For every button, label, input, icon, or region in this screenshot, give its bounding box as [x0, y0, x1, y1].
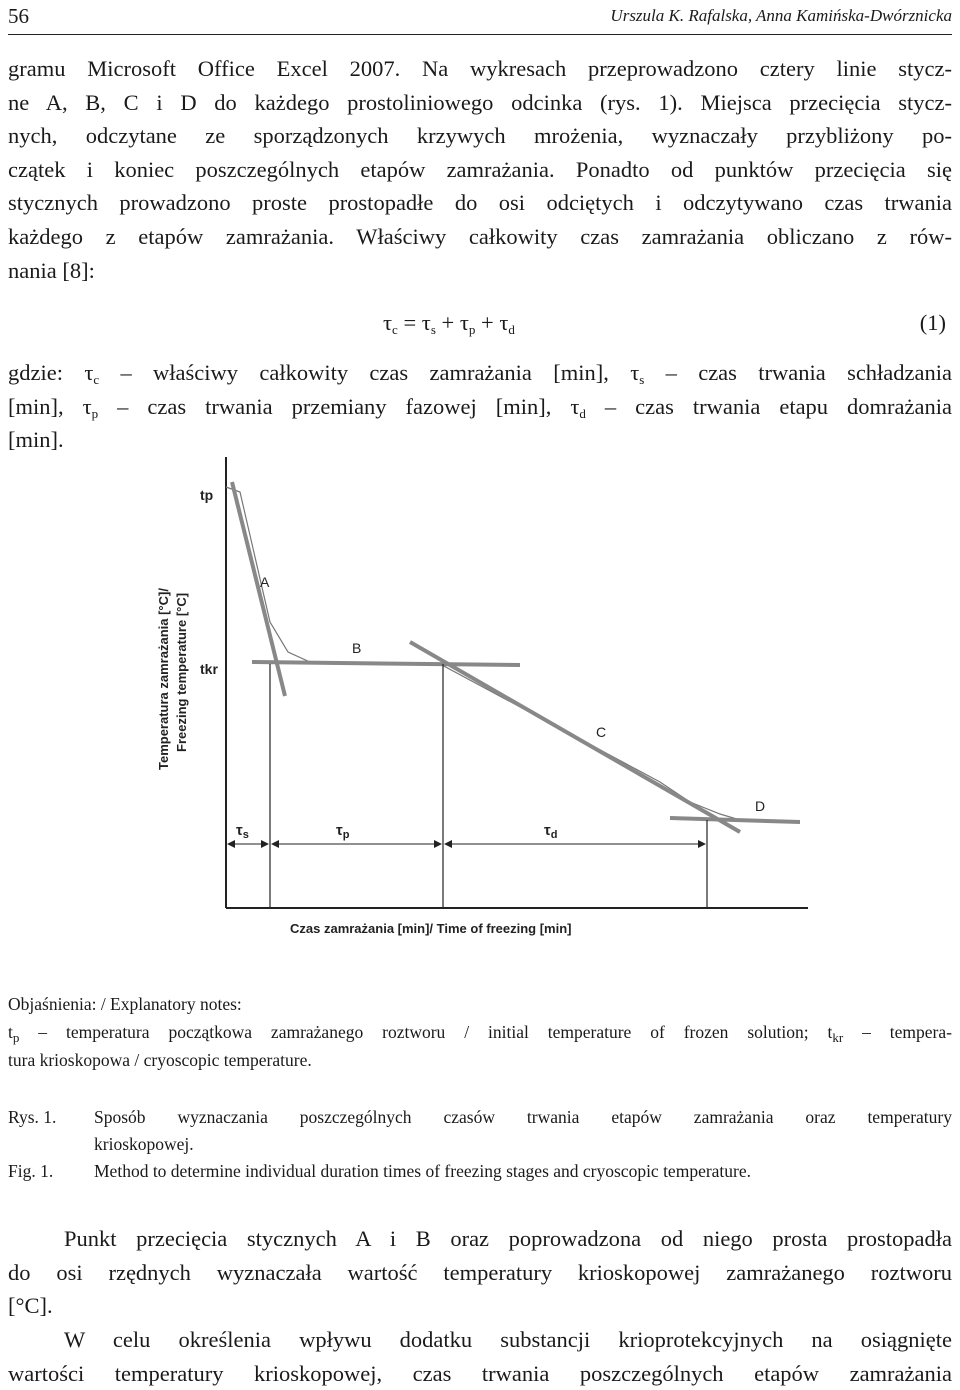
- y-axis-label-en: Freezing temperature [°C]: [174, 592, 189, 752]
- page-header: [8, 0, 952, 35]
- x-axis-label: Czas zamrażania [min]/ Time of freezing [min]: [290, 921, 572, 936]
- tangent-line-d: [670, 818, 800, 822]
- caption-pl: [8, 1104, 952, 1158]
- running-head: Urszula K. Rafalska, Anna Kamińska-Dwórznicka: [610, 6, 952, 25]
- text-line: Punkt przecięcia stycznych A i B oraz poprowadzona od niego prosta prostopadła: [64, 1226, 952, 1251]
- line-label-c: C: [596, 724, 607, 740]
- text-line: gdzie: $\tau_c$ – właściwy całkowity czas zamrażania [min], $\tau_s$ – czas trwania schładzania: [8, 360, 953, 387]
- text-line: gramu Microsoft Office Excel 2007. Na wykresach przeprowadzono cztery linie stycz-: [8, 56, 952, 81]
- text-line: [min].: [8, 427, 64, 453]
- page-number: 56: [8, 4, 29, 28]
- text-line: każdego z etapów zamrażania. Właściwy całkowity czas zamrażania obliczano z rów-: [8, 223, 952, 249]
- text-line: nych, odczytane ze sporządzonych krzywych mrożenia, wyznaczały przybliżony po-: [8, 123, 952, 149]
- caption-line: Method to determine individual duration times of freezing stages and cryoscopic temperature.: [94, 1161, 752, 1181]
- tau-d-label: $\tau_d$: [544, 822, 558, 841]
- text-line: [°C].: [8, 1293, 53, 1319]
- body-paragraph-1: [8, 52, 952, 287]
- text-line: ne A, B, C i D do każdego prostoliniowego odcinka (rys. 1). Miejsca przecięcia stycz-: [8, 89, 952, 115]
- equation-1: [0, 310, 960, 344]
- text-line: W celu określenia wpływu dodatku substancji krioprotekcyjnych na osiągnięte: [64, 1327, 952, 1352]
- line-label-b: B: [352, 640, 362, 656]
- tangent-line-c: [410, 642, 740, 832]
- tau-s-label: $\tau_s$: [236, 822, 249, 841]
- line-label-a: A: [260, 574, 270, 590]
- text-line: nania [8]:: [8, 257, 95, 283]
- equation-where-clause: [8, 356, 952, 457]
- notes-line: $t_p$ – temperatura początkowa zamrażanego roztworu / initial temperature of frozen solution; $t_{kr}$ – tempera-: [8, 1022, 952, 1045]
- equation-formula: $\tau_c = \tau_s + \tau_p + \tau_d$: [383, 310, 515, 337]
- caption-label-en: Fig. 1.: [8, 1161, 54, 1181]
- text-line: wartości temperatury krioskopowej, czas trwania poszczególnych etapów zamrażania: [8, 1360, 952, 1386]
- caption-en: [8, 1158, 952, 1185]
- text-line: czątek i koniec poszczególnych etapów zamrażania. Ponadto od punktów przecięcia się: [8, 156, 952, 182]
- body-paragraph-3: [8, 1323, 952, 1390]
- notes-heading: Objaśnienia: / Explanatory notes:: [8, 994, 242, 1014]
- figure-captions: [8, 1104, 952, 1185]
- caption-line: Sposób wyznaczania poszczególnych czasów trwania etapów zamrażania oraz temperatury: [94, 1107, 952, 1127]
- freezing-curve: [226, 487, 800, 822]
- caption-line: krioskopowej.: [94, 1134, 194, 1154]
- tangent-line-b: [252, 662, 520, 665]
- text-line: do osi rzędnych wyznaczała wartość temperatury krioskopowej zamrażanego roztworu: [8, 1259, 952, 1285]
- notes-line: tura krioskopowa / cryoscopic temperature.: [8, 1050, 312, 1070]
- line-label-d: D: [755, 798, 766, 814]
- text-line: stycznych prowadzono proste prostopadłe do osi odciętych i odczytywano czas trwania: [8, 190, 952, 216]
- equation-number: (1): [919, 310, 946, 335]
- figure-notes: [8, 990, 952, 1074]
- freezing-curve-figure: [140, 452, 820, 952]
- tkr-label: tkr: [200, 661, 218, 677]
- tp-label: tp: [200, 487, 214, 503]
- tau-p-label: $\tau_p$: [336, 822, 350, 841]
- body-paragraph-2: [8, 1222, 952, 1323]
- y-axis-label-pl: Temperatura zamrażania [°C]/: [156, 588, 171, 770]
- text-line: [min], $\tau_p$ – czas trwania przemiany fazowej [min], $\tau_d$ – czas trwania etapu domrażania: [8, 393, 952, 421]
- caption-label-pl: Rys. 1.: [8, 1107, 57, 1127]
